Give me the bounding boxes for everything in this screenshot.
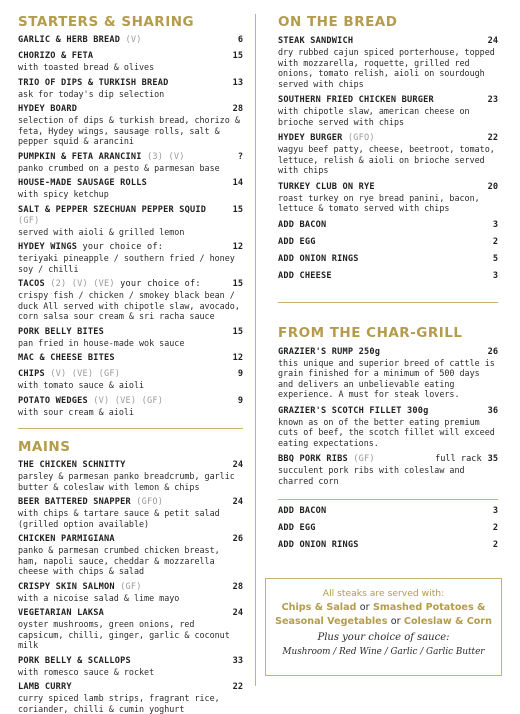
item-name-text: BBQ PORK RIBS [278,454,348,464]
menu-item-price [488,95,498,106]
right-column [278,0,498,551]
menu-item-description: with romesco sauce & rocket [18,666,155,677]
item-name-text: ADD EGG [278,523,316,533]
side-coleslaw-corn: Coleslaw & Corn [403,616,492,627]
item-name-text: CHICKEN PARMIGIANA [18,534,115,544]
price-value: 2 [492,540,498,550]
menu-item-price [233,242,243,253]
menu-item-price [488,406,498,417]
left-column [18,0,243,714]
menu-item-row [278,237,498,248]
dietary-tags: (GF) [353,454,375,464]
item-name-text: HYDEY WINGS [18,242,78,252]
item-name-text: ADD BACON [278,219,327,230]
menu-item-description: served with aioli & grilled lemon [18,226,185,237]
price-value: 15 [232,204,243,215]
price-value: 24 [232,497,243,507]
price-value: 20 [487,181,498,192]
menu-item-description: with tomato sauce & aioli [18,380,145,390]
menu-item-price [233,656,243,667]
item-name-text: HOUSE-MADE SAUSAGE ROLLS [18,178,147,188]
menu-item-description: panko crumbed on a pesto & parmesan base [18,162,220,173]
menu-item [18,104,243,147]
grill-title: FROM THE CHAR-GRILL [278,324,463,341]
item-name-text: ADD CHEESE [278,270,332,281]
menu-item-name [18,279,201,290]
section-divider [18,428,243,429]
menu-item-name [18,35,142,46]
menu-item-price [233,534,243,545]
menu-item-description: with spicy ketchup [18,189,109,199]
menu-item-row [18,327,243,338]
menu-item-description: curry spiced lamb strips, fragrant rice, coriander, chilli & cumin yoghurt [18,693,220,714]
menu-item [278,95,498,127]
or-text: or [390,616,401,627]
menu-item-name [18,152,185,163]
menu-item-name [18,656,131,667]
dietary-tags: (GF) [120,581,142,592]
menu-item [18,78,243,100]
menu-item-description: pan fried in house-made wok sauce [18,337,185,348]
menu-item-name [278,506,326,517]
menu-item [18,279,243,322]
price-value: 3 [492,219,498,230]
menu-item-row [278,182,498,193]
menu-item-row [278,36,498,47]
starters-title: STARTERS & SHARING [18,14,195,30]
menu-item-row [18,369,243,380]
menu-item-description: parsley & parmesan panko breadcrumb, garlic butter & coleslaw with lemon & chips [18,471,235,492]
item-name-text: STEAK SANDWICH [278,36,354,46]
menu-item-name [278,220,326,231]
price-value: 28 [232,581,243,592]
menu-item-price [493,271,498,282]
price-value: 36 [487,405,498,416]
menu-item-name [18,608,104,619]
menu-item-description: with sour cream & aioli [18,406,134,417]
menu-item-description: panko & parmesan crumbed chicken breast, ham, napoli sauce, cheddar & mozzarella cheese with chips & salad [18,545,220,576]
menu-item-row [278,254,498,265]
menu-item-price [233,279,243,290]
dietary-tags: (GFO) [347,133,375,143]
menu-item-price [493,540,498,551]
menu-item-name [278,406,428,417]
menu-item-name [278,523,316,534]
item-name-text: LAMB CURRY [18,682,72,692]
menu-item [18,35,243,46]
price-value: 5 [492,253,498,264]
menu-item [18,497,243,529]
menu-item-name [18,78,168,89]
menu-item-description: succulent pork ribs with coleslaw and charred corn [278,465,465,486]
menu-item [18,327,243,349]
menu-item-price [238,396,243,407]
side-options-line-1 [266,601,501,615]
mains-title: MAINS [18,439,71,455]
menu-item-description: with chips & tartare sauce & petit salad (grilled option available) [18,508,220,529]
menu-item-name [18,205,233,227]
item-name-text: PORK BELLY BITES [18,326,104,337]
dietary-tags: (GFO) [136,497,164,507]
menu-item-price [233,178,243,189]
menu-item-description: this unique and superior breed of cattle is grain finished for a minimum of 500 days and delivers an unbelievable eating experience. A must for steak lovers. [278,357,495,399]
menu-item-price [238,35,243,46]
price-value: 2 [492,523,498,533]
menu-item-price [233,497,243,508]
item-name-text: CRISPY SKIN SALMON [18,581,115,592]
bread-title: ON THE BREAD [278,14,398,30]
menu-item [278,237,498,248]
steaks-served-with: All steaks are served with: [322,588,445,599]
menu-item-row [18,497,243,508]
item-name-text: VEGETARIAN LAKSA [18,608,104,618]
menu-item-price [238,369,243,380]
price-value: 24 [487,36,498,46]
price-value: 24 [232,608,243,618]
menu-item-name [278,133,375,144]
menu-item-price [233,205,243,216]
item-name-text: SALT & PEPPER SZECHUAN PEPPER SQUID [18,204,207,215]
price-value: 6 [237,35,243,45]
menu-item-row [18,152,243,163]
price-value: 15 [232,279,243,289]
menu-item-row [278,271,498,282]
item-note: your choice of: [120,279,201,289]
menu-item-row [18,35,243,46]
price-value: 22 [487,133,498,143]
menu-item [278,406,498,449]
menu-item-row [18,582,243,593]
menu-item-row [278,506,498,517]
menu-item-description: crispy fish / chicken / smokey black bean / duck All served with chipotle slaw, avocado, corn salsa sour cream & sri racha sauce [18,290,240,321]
price-value: 12 [232,242,243,252]
menu-item-price [493,523,498,534]
menu-item [278,540,498,551]
menu-item [278,347,498,400]
menu-item-row [278,523,498,534]
menu-item-price [233,51,243,62]
menu-item-name [18,369,120,380]
menu-item-price [493,254,498,265]
item-note: your choice of: [82,242,164,252]
menu-item-name [278,271,332,282]
item-name-text: THE CHICKEN SCHNITTY [18,460,126,470]
menu-item [278,271,498,282]
menu-item-name [18,51,93,62]
menu-item-name [18,242,163,253]
price-value: 9 [237,369,243,379]
price-value: 26 [487,346,498,357]
price-value: ? [237,151,243,162]
menu-item [278,523,498,534]
side-options-line-2 [266,615,501,629]
sauce-intro: Plus your choice of sauce: [317,632,450,643]
menu-item-description: known as on of the better eating premium cuts of beef, the scotch fillet will exceed eating expectations. [278,416,495,448]
menu-item-description: teriyaki pineapple / southern fried / honey soy / chilli [18,253,235,274]
menu-item [18,152,243,174]
menu-item-row [278,454,498,465]
menu-item-price [435,454,498,465]
item-name-text: POTATO WEDGES [18,395,88,406]
menu-item [18,608,243,651]
menu-item-name [278,540,359,551]
menu-item-row [18,656,243,667]
menu-item-row [18,279,243,290]
menu-item-name [18,104,77,115]
menu-item-description: roast turkey on rye bread panini, bacon, lettuce & tomato served with chips [278,192,480,213]
column-divider [255,14,256,686]
menu-item [278,454,498,486]
menu-item-price [488,133,498,144]
item-name-text: HYDEY BOARD [18,104,78,114]
menu-item-description: with a nicoise salad & lime mayo [18,592,180,603]
item-name-text: ADD EGG [278,236,316,247]
menu-item-price [233,608,243,619]
menu-item-name [18,460,125,471]
grill-addons [278,506,498,551]
menu-item-row [278,540,498,551]
menu-item-description: dry rubbed cajun spiced porterhouse, topped with mozzarella, roquette, grilled red onions, tomato relish, aioli on sourdough served with chips [278,47,495,89]
menu-item [18,178,243,200]
item-name-text: CHIPS [18,369,45,379]
item-name-text: ADD BACON [278,506,327,516]
price-value: 13 [232,77,243,88]
menu-item-price [233,460,243,471]
price-value: 9 [237,395,243,406]
item-name-text: BEER BATTERED SNAPPER [18,497,131,507]
price-value: 26 [232,534,243,544]
menu-item [18,242,243,274]
menu-item-name [18,327,104,338]
menu-item [278,133,498,176]
price-value: 15 [232,326,243,337]
menu-item-row [278,347,498,358]
menu-item-row [278,133,498,144]
menu-item-description: with chipotle slaw, american cheese on brioche served with chips [278,106,470,127]
menu-item-price [493,237,498,248]
menu-item-name [278,237,316,248]
item-name-text: TURKEY CLUB ON RYE [278,181,375,192]
menu-item-row [18,178,243,189]
menu-item [18,460,243,492]
menu-item-description: with toasted bread & olives [18,62,155,72]
menu-item [18,353,243,364]
menu-item [278,36,498,89]
section-divider [278,302,498,303]
menu-item-price [233,582,243,593]
item-name-text: GRAZIER'S RUMP 250g [278,346,381,357]
menu-item [278,506,498,517]
menu-item-name [18,396,163,407]
item-name-text: PORK BELLY & SCALLOPS [18,655,131,666]
menu-item-row [18,396,243,407]
item-name-text: GARLIC & HERB BREAD [18,35,121,45]
price-value: 15 [232,51,243,61]
menu-item-price [488,347,498,358]
menu-item-row [18,534,243,545]
menu-item-row [18,205,243,227]
dietary-tags: (3) (V) [146,151,185,162]
menu-item-name [278,454,375,465]
menu-item-price [233,327,243,338]
price-value: 33 [232,655,243,666]
steak-sides-box [265,578,502,676]
item-note: full rack [435,454,482,464]
price-value: 22 [232,682,243,692]
menu-item-row [18,682,243,693]
item-name-text: TRIO OF DIPS & TURKISH BREAD [18,77,169,88]
menu-item [18,656,243,678]
menu-item [278,254,498,265]
menu-item-price [233,78,243,89]
menu-item-description: oyster mushrooms, green onions, red capsicum, chilli, ginger, garlic & coconut milk [18,619,230,650]
item-name-text: PUMPKIN & FETA ARANCINI [18,151,142,162]
price-value: 3 [492,270,498,281]
menu-item [18,51,243,73]
price-value: 14 [232,178,243,188]
item-name-text: TACOS [18,279,45,289]
menu-item-name [278,182,375,193]
menu-item-price [488,182,498,193]
side-smashed-potatoes: Smashed Potatoes & [372,602,486,613]
menu-item-price [233,353,243,364]
menu-item [18,369,243,391]
mains-list [18,460,243,714]
menu-item-row [18,353,243,364]
dietary-tags: (2) (V) (VE) [50,279,115,289]
menu-item [18,205,243,238]
menu-item-row [18,460,243,471]
menu-item-price [238,152,243,163]
menu-item-row [278,220,498,231]
menu-item-row [18,608,243,619]
menu-item [278,220,498,231]
menu-item-name [18,582,142,593]
menu-item [18,682,243,714]
menu-item-name [18,497,163,508]
item-name-text: SOUTHERN FRIED CHICKEN BURGER [278,95,434,105]
menu-item-name [18,682,72,693]
price-value: 12 [232,353,243,363]
sauce-options: Mushroom / Red Wine / Garlic / Garlic Butter [282,647,485,657]
item-name-text: ADD ONION RINGS [278,253,359,264]
grill-list [278,347,498,487]
section-divider [278,499,498,500]
side-chips-salad: Chips & Salad [281,602,357,613]
menu-item-price [233,104,243,115]
menu-item-name [18,534,115,545]
price-value: 28 [232,104,243,114]
menu-item-name [278,347,380,358]
menu-item [18,582,243,604]
price-value: 24 [232,460,243,470]
dietary-tags: (GF) [18,215,40,226]
item-name-text: HYDEY BURGER [278,133,343,143]
dietary-tags: (V) (VE) (GF) [50,369,121,379]
bread-list [278,36,498,282]
item-name-text: MAC & CHEESE BITES [18,353,115,363]
menu-item [18,534,243,577]
menu-item-row [18,242,243,253]
price-value: 23 [487,95,498,105]
menu-item-description: wagyu beef patty, cheese, beetroot, tomato, lettuce, relish & aioli on brioche served with chips [278,144,495,175]
menu-item-row [18,104,243,115]
menu-item-name [278,254,359,265]
menu-item-row [278,406,498,417]
menu-item-description: ask for today's dip selection [18,88,165,99]
or-text: or [359,602,370,613]
menu-item-row [18,78,243,89]
dietary-tags: (V) (VE) (GF) [93,395,164,406]
menu-item-name [278,36,353,47]
menu-item-price [233,682,243,693]
menu-item-price [493,506,498,517]
menu-item-price [488,36,498,47]
menu-item-price [493,220,498,231]
dietary-tags: (V) [125,35,142,45]
item-name-text: ADD ONION RINGS [278,540,359,550]
side-seasonal-vegetables: Seasonal Vegetables [275,616,388,627]
item-name-text: GRAZIER'S SCOTCH FILLET 300g [278,405,429,416]
price-value: 2 [492,236,498,247]
menu-item-name [18,178,147,189]
menu-item-row [18,51,243,62]
menu-item-row [278,95,498,106]
menu-item-name [18,353,115,364]
menu-item [278,182,498,214]
menu-item-description: selection of dips & turkish bread, chorizo & feta, Hydey wings, sausage rolls, salt & pepper squid & arancini [18,115,240,146]
price-value: 35 [487,454,498,464]
menu-item-name [278,95,434,106]
starters-list [18,35,243,417]
item-name-text: CHORIZO & FETA [18,51,94,61]
menu-item [18,396,243,418]
price-value: 3 [492,506,498,516]
